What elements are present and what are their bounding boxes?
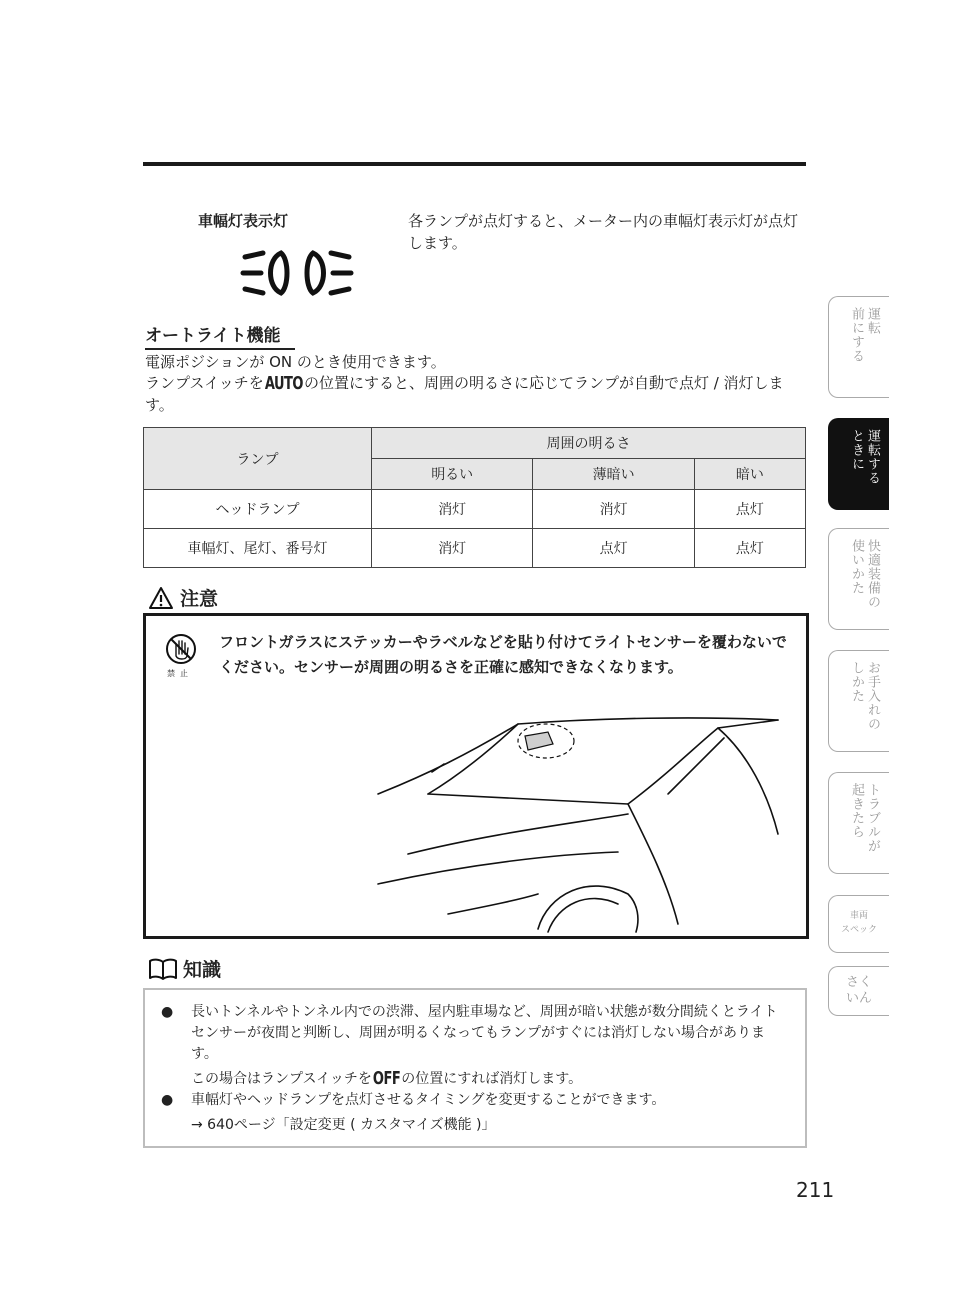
cell: 消灯 (533, 490, 694, 529)
knowledge-title: 知識 (183, 959, 222, 981)
indicator-label: 車幅灯表示灯 (198, 212, 289, 230)
caution-title: 注意 (180, 588, 219, 610)
bullet: ● (161, 1004, 174, 1020)
cell: 点灯 (533, 529, 694, 568)
tab-label: 快適装備の (865, 539, 880, 609)
page-number: 211 (796, 1178, 835, 1202)
tab-label: 車両 (849, 911, 868, 921)
auto-mark: AUTO (264, 374, 303, 395)
page-reference-link[interactable]: → 640ページ「設定変更 ( カスタマイズ機能 )」 (191, 1117, 496, 1133)
knowledge-item-1-sub (191, 1069, 791, 1090)
header-bright: 明るい (372, 459, 533, 490)
knowledge-item-1: 長いトンネルやトンネル内での渋滞、屋内駐車場など、周囲が暗い状態が数分間続くとライトセンサーが夜間と判断し、周囲が明るくなってもランプがすぐには消灯しない場合があります。 (191, 1004, 778, 1062)
caution-box (143, 613, 809, 939)
tab-vehicle-specs[interactable] (828, 895, 889, 953)
intro-prefix: ランプスイッチを (145, 374, 264, 392)
side-tabs (828, 0, 890, 1302)
tab-troubleshooting[interactable] (828, 772, 889, 874)
tail-lamp-indicator-icon (237, 245, 357, 301)
section-title: オートライト機能 (145, 321, 295, 350)
sub-prefix: この場合はランプスイッチを (191, 1071, 372, 1087)
tab-label: いん (845, 991, 872, 1006)
tab-index[interactable] (828, 966, 889, 1016)
list-item (161, 1090, 791, 1136)
list-item (161, 1002, 791, 1090)
intro-suffix: の位置にすると、周囲の明るさに応じてランプが自動で点灯 / 消灯します。 (145, 374, 784, 414)
tab-before-driving[interactable] (828, 296, 889, 398)
intro-line-1: 電源ポジションが ON のとき使用できます。 (145, 353, 446, 371)
header-brightness: 周囲の明るさ (372, 428, 806, 459)
tab-label: 運転 (865, 307, 880, 335)
table-header-row (144, 428, 806, 459)
knowledge-list (145, 990, 805, 1136)
auto-light-intro (145, 352, 807, 416)
tab-while-driving[interactable] (828, 418, 889, 510)
table-row (144, 490, 806, 529)
top-rule (143, 162, 806, 166)
book-icon (148, 957, 178, 981)
lamp-table (143, 427, 806, 568)
car-windshield-illustration (368, 714, 788, 934)
header-lamp: ランプ (144, 428, 372, 490)
knowledge-box (143, 988, 807, 1148)
cell: 消灯 (372, 529, 533, 568)
table-row (144, 529, 806, 568)
indicator-description: 各ランプが点灯すると、メーター内の車幅灯表示灯が点灯します。 (408, 212, 799, 252)
tab-comfort-equipment[interactable] (828, 528, 889, 630)
row-lamp: 車幅灯、尾灯、番号灯 (144, 529, 372, 568)
tab-label: 前にする (849, 307, 864, 363)
tab-label: 起きたら (849, 783, 864, 839)
tab-label: さく (845, 975, 872, 990)
tab-label: 運転する (865, 429, 880, 485)
cell: 点灯 (694, 529, 805, 568)
forbid-label: 禁止 (167, 669, 193, 678)
caution-heading (148, 584, 218, 611)
tab-label: 使いかた (849, 539, 864, 595)
off-mark: OFF (372, 1069, 401, 1090)
tab-label: トラブルが (865, 783, 880, 853)
tab-label: しかた (849, 661, 864, 703)
cell: 点灯 (694, 490, 805, 529)
tab-label: スペック (840, 925, 877, 935)
tab-label: ときに (849, 429, 864, 471)
prohibited-hand-icon (165, 632, 197, 666)
bullet: ● (161, 1092, 174, 1108)
tab-label: お手入れの (865, 661, 880, 731)
knowledge-item-2: 車幅灯やヘッドランプを点灯させるタイミングを変更することができます。 (191, 1092, 666, 1108)
caution-text: フロントガラスにステッカーやラベルなどを貼り付けてライトセンサーを覆わないでください。センサーが周囲の明るさを正確に感知できなくなります。 (219, 633, 787, 676)
cell: 消灯 (372, 490, 533, 529)
header-dim: 薄暗い (533, 459, 694, 490)
intro-line-2 (145, 373, 807, 416)
header-dark: 暗い (694, 459, 805, 490)
knowledge-heading (148, 955, 221, 982)
tab-maintenance[interactable] (828, 650, 889, 752)
row-lamp: ヘッドランプ (144, 490, 372, 529)
sub-suffix: の位置にすれば消灯します。 (401, 1071, 583, 1087)
warning-icon (148, 586, 174, 610)
